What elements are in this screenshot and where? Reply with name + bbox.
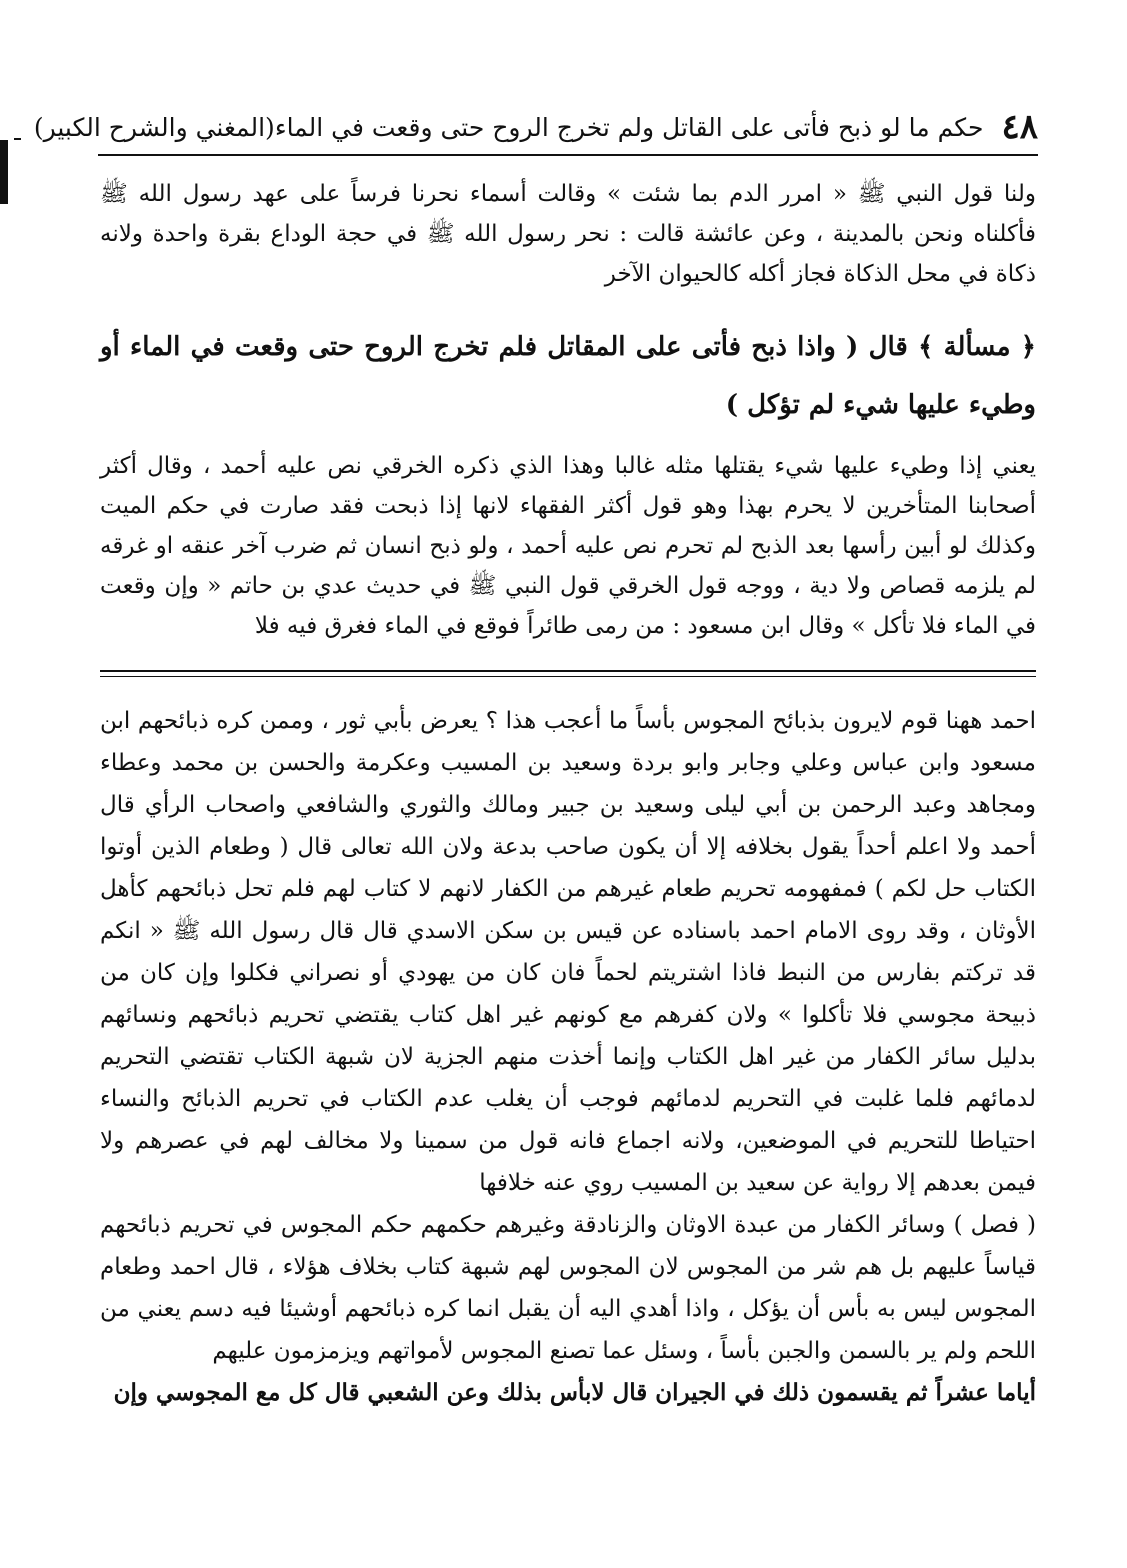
upper-text-block — [100, 174, 1036, 294]
masala-paragraph: ﴿ مسألة ﴾ قال ( واذا ذبح فأتى على المقاتل فلم تخرج الروح حتى وقعت في الماء أو وطيء عليها شيء لم تؤكل ) — [100, 332, 1036, 420]
scan-edge-tick — [14, 138, 21, 140]
commentary-block — [100, 446, 1036, 646]
section-separator-thin — [100, 676, 1036, 677]
lower-text-block — [100, 700, 1036, 1414]
section-separator-thick — [100, 670, 1036, 672]
page-number: ٤٨ — [1001, 107, 1038, 147]
commentary-paragraph: يعني إذا وطيء عليها شيء يقتلها مثله غالبا وهذا الذي ذكره الخرقي نص عليه أحمد ، وقال أكثر أصحابنا المتأخرين لا يحرم بهذا وهو قول أكثر الفقهاء لانها إذا ذبحت فقد صارت في حكم الميت وكذلك لو أبين رأسها بعد الذبح لم تحرم نص عليه أحمد ، ولو ذبح انسان ثم ضرب آخر عنقه او غرقه لم يلزمه قصاص ولا دية ، ووجه قول الخرقي قول النبي ﷺ في حديث عدي بن حاتم « وإن وقعت في الماء فلا تأكل » وقال ابن مسعود : من رمى طائراً فوقع في الماء فغرق فيه فلا — [100, 453, 1036, 639]
lower-paragraph-last-line: أياما عشراً ثم يقسمون ذلك في الجيران قال لابأس بذلك وعن الشعبي قال كل مع المجوسي وإن — [113, 1379, 1036, 1406]
upper-paragraph-1: ولنا قول النبي ﷺ « امرر الدم بما شئت » وقالت أسماء نحرنا فرساً على عهد رسول الله ﷺ فأكلناه ونحن بالمدينة ، وعن عائشة قالت : نحر رسول الله ﷺ في حجة الوداع بقرة واحدة ولانه ذكاة في محل الذكاة فجاز أكله كالحيوان الآخر — [100, 181, 1036, 287]
lower-paragraph-1: احمد ههنا قوم لايرون بذبائح المجوس بأساً ما أعجب هذا ؟ يعرض بأبي ثور ، وممن كره ذبائحهم ابن مسعود وابن عباس وعلي وجابر وابو بردة وسعيد بن المسيب وعكرمة والحسن بن محمد وعطاء ومجاهد وعبد الرحمن بن أبي ليلى وسعيد بن جبير ومالك والثوري والشافعي واصحاب الرأي قال أحمد ولا اعلم أحداً يقول بخلافه إلا أن يكون صاحب بدعة ولان الله تعالى قال ( وطعام الذين أوتوا الكتاب حل لكم ) فمفهومه تحريم طعام غيرهم من الكفار لانهم لا كتاب لهم فلم تحل ذبائحهم كأهل الأوثان ، وقد روى الامام احمد باسناده عن قيس بن سكن الاسدي قال قال رسول الله ﷺ « انكم قد تركتم بفارس من النبط فاذا اشتريتم لحماً فان كان من يهودي أو نصراني فكلوا وإن كان من ذبيحة مجوسي فلا تأكلوا » ولان كفرهم مع كونهم غير اهل كتاب يقتضي تحريم ذبائحهم ونسائهم بدليل سائر الكفار من غير اهل الكتاب وإنما أخذت منهم الجزية لان شبهة الكتاب تقتضي التحريم لدمائهم فلما غلبت في التحريم لدمائهم فوجب أن يغلب عدم الكتاب في تحريم الذبائح والنساء احتياطا للتحريم في الموضعين، ولانه اجماع فانه قول من سمينا ولا مخالف لهم في عصرهم ولا فيمن بعدهم إلا رواية عن سعيد بن المسيب روي عنه خلافها — [100, 708, 1036, 1196]
book-title: (المغني والشرح الكبير) — [33, 112, 275, 142]
header-rule — [98, 154, 1038, 156]
masala-block — [100, 318, 1036, 434]
section-title: حكم ما لو ذبح فأتى على القاتل ولم تخرج الروح حتى وقعت في الماء — [274, 112, 984, 142]
running-header — [33, 102, 1038, 152]
lower-paragraph-fasl: ( فصل ) وسائر الكفار من عبدة الاوثان والزنادقة وغيرهم حكمهم حكم المجوس في تحريم ذبائحهم قياساً عليهم بل هم شر من المجوس لان المجوس لهم شبهة كتاب بخلاف هؤلاء ، قال احمد وطعام المجوس ليس به بأس أن يؤكل ، واذا أهدي اليه أن يقبل انما كره ذبائحهم أوشيئا فيه دسم يعني من اللحم ولم ير بالسمن والجبن بأساً ، وسئل عما تصنع المجوس لأمواتهم ويزمزمون عليهم — [100, 1212, 1036, 1364]
scan-edge-mark — [0, 140, 8, 204]
